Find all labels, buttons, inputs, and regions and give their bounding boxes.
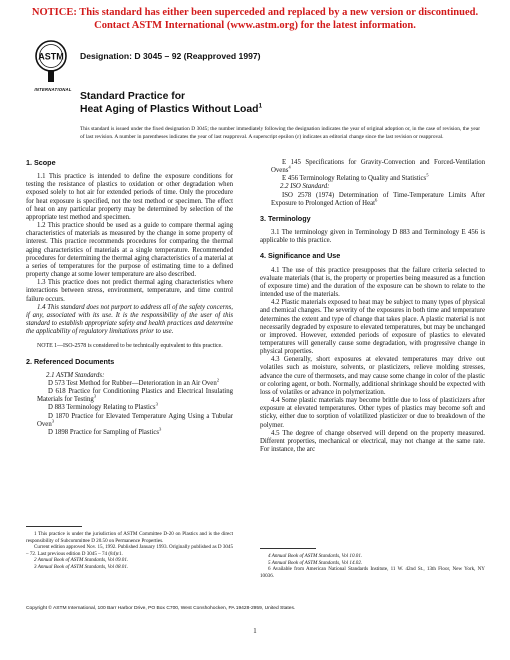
logo-subtext: INTERNATIONAL: [34, 87, 72, 92]
footnote: 6 Available from American National Standards Institute, 11 W. 42nd St., 13th Floor, New York, NY 10036.: [260, 566, 485, 579]
footnotes-right: [260, 553, 485, 579]
paragraph-4-3: 4.3 Generally, short exposures at elevated temperatures may drive out volatiles such as moisture, solvents, or plasticizers, relieve molding stresses, advance the cure of thermosets, and may cause some change in color of the plastic or coloring agent, or both. Normally, additional shrinkage should be expected with loss of volatiles or advance in polymerization.: [260, 356, 485, 396]
reference-item: D 883 Terminology Relating to Plastics$^3$: [48, 402, 158, 412]
significance-heading: 4. Significance and Use: [260, 251, 341, 261]
notice-line-2: Contact ASTM International (www.astm.org) for the latest information.: [94, 20, 416, 31]
astm-logo-icon: [35, 40, 67, 86]
reference-item: D 1898 Practice for Sampling of Plastics$^3$: [48, 426, 162, 436]
title-footnote-mark: 1: [258, 102, 263, 110]
paragraph-4-1: 4.1 The use of this practice presupposes that the failure criteria selected to evaluate materials (that is, the property or properties being measured as a function of exposure time) and the duration of the exposure can be shown to relate to the intended use of the materials.: [260, 266, 485, 299]
iso-standard-subheading: 2.2 ISO Standard:: [280, 183, 330, 191]
svg-text:ASTM: ASTM: [38, 51, 64, 62]
paragraph-4-2: 4.2 Plastic materials exposed to heat may be subject to many types of physical and chemical changes. The severity of the exposures in both time and temperature determines the extent and type of change that takes place. A plastic material is not necessarily degraded by exposure to elevated temperatures, but may be unchanged or improved. However, extended periods of exposure of plastics to elevated temperatures will generally cause some degradation, with progressive change in physical properties.: [260, 299, 485, 356]
right-column: [260, 159, 485, 454]
paragraph-4-5: 4.5 The degree of change observed will depend on the property measured. Different properties, mechanical or electrical, may not change at the same rate. For instance, the arc: [260, 429, 485, 453]
notice-banner: [0, 6, 510, 32]
footnote: 5 Annual Book of ASTM Standards, Vol 14.02.: [268, 559, 363, 566]
title-line-1: Standard Practice for: [80, 91, 186, 102]
footnote: 3 Annual Book of ASTM Standards, Vol 08.01.: [34, 563, 129, 570]
designation: Designation: D 3045 – 92 (Reapproved 1997): [80, 51, 261, 61]
footnotes-left: [26, 531, 233, 571]
paragraph-1-3: 1.3 This practice does not predict thermal aging characteristics where interactions between stress, environment, temperature, and time control failure occurs.: [26, 279, 233, 303]
issued-note: This standard is issued under the fixed designation D 3045; the number immediately following the designation indicates the year of original adoption or, in the case of revision, the year of last revision. A number in parentheses indicates the year of last reapproval. A superscript epsilon (ε) indicates an editorial change since the last revision or reapproval.: [80, 126, 480, 140]
footnote: 4 Annual Book of ASTM Standards, Vol 10.01.: [268, 553, 363, 559]
copyright-line: Copyright © ASTM International, 100 Barr Harbor Drive, PO Box C700, West Conshohocken, PA 19428-2959, United States.: [26, 606, 296, 611]
footnote: 2 Annual Book of ASTM Standards, Vol 09.01.: [34, 557, 129, 564]
left-column: [26, 159, 233, 437]
reference-item: E 145 Specifications for Gravity-Convection and Forced-Ventilation Ovens$^4$: [271, 159, 485, 175]
scope-heading: 1. Scope: [26, 158, 56, 167]
page-number: 1: [253, 628, 257, 635]
footnote-rule-left: [26, 526, 82, 527]
astm-standards-subheading: 2.1 ASTM Standards:: [46, 371, 105, 379]
footnote: Current edition approved Nov. 15, 1992. Published January 1993. Originally published as D 3045 – 72. Last previous edition D 3045 – 74 (84)ε1.: [26, 544, 234, 557]
reference-item: D 573 Test Method for Rubber—Deterioration in an Air Oven$^2$: [48, 377, 220, 387]
reference-item: D 1870 Practice for Elevated Temperature Aging Using a Tubular Oven$^3$: [37, 412, 233, 428]
paragraph-1-1: 1.1 This practice is intended to define the exposure conditions for testing the resistance of plastics to oxidation or other degradation when exposed solely to hot air for extended periods of time. Only the procedure for heat exposure is specified, not the test method or specimen. The effect of heat on any particular property may be determined by selection of the appropriate test method and specimen.: [26, 173, 233, 221]
title-text: Heat Aging of Plastics Without Load: [80, 104, 259, 115]
terminology-heading: 3. Terminology: [260, 213, 311, 223]
referenced-documents-heading: 2. Referenced Documents: [26, 356, 115, 366]
reference-item: D 618 Practice for Conditioning Plastics and Electrical Insulating Materials for Testing$^3$: [37, 388, 233, 404]
paragraph-1-2: 1.2 This practice should be used as a guide to compare thermal aging characteristics of materials as measured by the change in some property of interest. This practice recommends procedures for comparing the thermal aging characteristics of materials at a single temperature. Recommended procedures for determining the thermal aging characteristics of a material at a series of temperatures for the purpose of estimating time to a defined property change at some lower temperature are also described.: [26, 222, 233, 279]
paragraph-1-4: 1.4 This standard does not purport to address all of the safety concerns, if any, associated with its use. It is the responsibility of the user of this standard to establish appropriate safety and health practices and determine the applicability of regulatory limitations prior to use.: [26, 303, 233, 336]
reference-item: ISO 2578 (1974) Determination of Time-Temperature Limits After Exposure to Prolonged Action of Heat$^6$: [271, 191, 485, 207]
paragraph-3-1: 3.1 The terminology given in Terminology D 883 and Terminology E 456 is applicable to this practice.: [260, 229, 485, 245]
title-line-2: [80, 104, 262, 115]
reference-item: E 456 Terminology Relating to Quality and Statistics$^5$: [282, 173, 429, 183]
notice-line-1: NOTICE: This standard has either been superceded and replaced by a new version or discontinued.: [31, 7, 479, 18]
footnote: 1 This practice is under the jurisdiction of ASTM Committee D-20 on Plastics and is the direct responsibility of Subcommittee D 20.50 on Permanence Properties.: [26, 531, 233, 544]
note-1: NOTE 1—ISO-2578 is considered to be technically equivalent to this practice.: [37, 343, 223, 350]
footnote-rule-right: [260, 548, 316, 549]
paragraph-4-4: 4.4 Some plastic materials may become brittle due to loss of plasticizers after exposure at elevated temperatures. Other types of plastics may become soft and sticky, either due to sorption of volatilized plasticizer or due to breakdown of the polymer.: [260, 397, 485, 429]
